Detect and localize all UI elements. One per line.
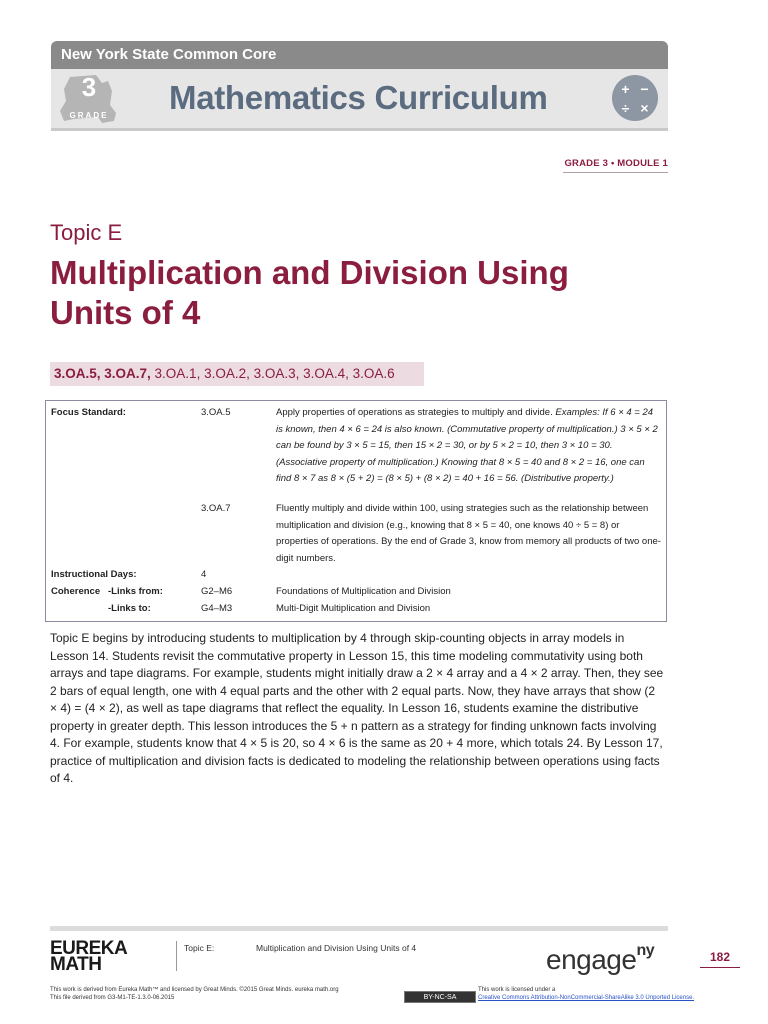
logo-line-2: MATH [50, 954, 102, 975]
coherence-label: Coherence -Links from: [51, 586, 163, 597]
curriculum-banner [51, 41, 668, 131]
standard-description [276, 405, 661, 488]
module-label: GRADE 3 • MODULE 1 [564, 158, 668, 169]
logo-line-1: EUREKA [50, 938, 128, 959]
standard-code: 3.OA.5 [201, 407, 231, 418]
eureka-math-logo [50, 938, 128, 975]
links-to-code: G4–M3 [201, 603, 233, 614]
brand-text: engage [546, 944, 637, 975]
curriculum-title: Mathematics Curriculum [169, 79, 548, 116]
banner-body [51, 69, 668, 131]
grade-word: GRADE [69, 111, 109, 120]
footer-divider [176, 941, 177, 971]
divide-symbol: ÷ [621, 99, 630, 116]
grade-number: 3 [81, 72, 97, 102]
brand-sup: ny [636, 942, 655, 959]
links-to-label: -Links to: [108, 603, 151, 614]
topic-title: Multiplication and Division Using Units of 4 [50, 254, 569, 331]
banner-title: New York State Common Core [51, 41, 668, 69]
license-link[interactable]: Creative Commons Attribution-NonCommercial-ShareAlike 3.0 Unported License. [478, 995, 695, 1001]
module-divider [563, 172, 668, 173]
standards-bar [50, 362, 424, 386]
instructional-days-value: 4 [201, 569, 207, 580]
standard-examples: Examples: If 6 × 4 = 24 is known, then 4 × 6 = 24 is also known. (Commutative property of multiplication.) 3 × 5 × 2 can be found by 3 × 5 = 15, then 15 × 2 = 30, or by 5 × 2 = 10, then 3 × 10 = 30. (Associative property of multiplication.) Knowing that 8 × 5 = 40 and 8 × 2 = 16, one can find 8 × 7 as 8 × (5 + 2) = (8 × 5) + (8 × 2) = 40 + 16 = 56. (Distributive property.) [276, 407, 658, 484]
license-text [478, 986, 694, 1002]
topic-overview [50, 630, 665, 788]
credit-line: This file derived from G3-M1-TE-1.3.0-06.2015 [50, 995, 175, 1001]
footer-rule [50, 926, 668, 931]
links-from-code: G2–M6 [201, 586, 233, 597]
minus-symbol: − [640, 80, 649, 97]
focus-standard-label: Focus Standard: [51, 407, 126, 418]
links-from-title: Foundations of Multiplication and Division [276, 586, 451, 597]
footer-topic-label: Topic E: [184, 943, 215, 953]
focus-standards-table [45, 400, 667, 622]
footer-credits [50, 986, 339, 1002]
overview-paragraph: Topic E begins by introducing students to multiplication by 4 through skip-counting objects in array models in Lesson 14. Students revisit the commutative property in Lesson 15, this time modeling commutativity using both arrays and tape diagrams. For example, students might initially draw a 2 × 4 array and a 4 × 2 array. Then, they see 2 bars of equal length, one with 4 equal parts and the other with 2 equal parts. Now, they have arrays that show (2 × 4) = (4 × 2), as well as tape diagrams that reflect the equality. In Lesson 16, students examine the distributive property in greater depth. This lesson introduces the 5 + n pattern as a strategy for finding unknown facts involving 4. For example, students know that 4 × 5 is 20, so 4 × 6 is the same as 20 + 4 more, which totals 24. By Lesson 17, practice of multiplication and division facts is dedicated to modeling the relationship between operations using facts of 4. [50, 631, 664, 785]
footer-topic-title: Multiplication and Division Using Units of 4 [256, 943, 417, 953]
primary-standards: 3.OA.5, 3.OA.7, [54, 366, 151, 381]
creative-commons-icon: BY-NC-SA [404, 991, 476, 1003]
secondary-standards: 3.OA.1, 3.OA.2, 3.OA.3, 3.OA.4, 3.OA.6 [150, 366, 395, 381]
standard-description: Fluently multiply and divide within 100, using strategies such as the relationship between multiplication and division (e.g., knowing that 8 × 5 = 40, one knows 40 ÷ 5 = 8) or properties of operations. By the end of Grade 3, know from memory all products of two one-digit numbers. [276, 503, 661, 564]
operations-icon [612, 75, 658, 121]
times-symbol: × [640, 99, 649, 116]
engageny-logo [546, 942, 654, 976]
standard-text: Apply properties of operations as strategies to multiply and divide. [276, 407, 556, 418]
license-line: This work is licensed under a [478, 987, 556, 993]
credit-line: This work is derived from Eureka Math™ and licensed by Great Minds. ©2015 Great Minds. eureka math.org [50, 987, 339, 993]
page-number: 182 [700, 950, 740, 968]
topic-label: Topic E [50, 220, 123, 245]
links-to-title: Multi-Digit Multiplication and Division [276, 603, 431, 614]
plus-symbol: + [621, 80, 630, 97]
standard-code: 3.OA.7 [201, 503, 231, 514]
instructional-days-label: Instructional Days: [51, 569, 137, 580]
